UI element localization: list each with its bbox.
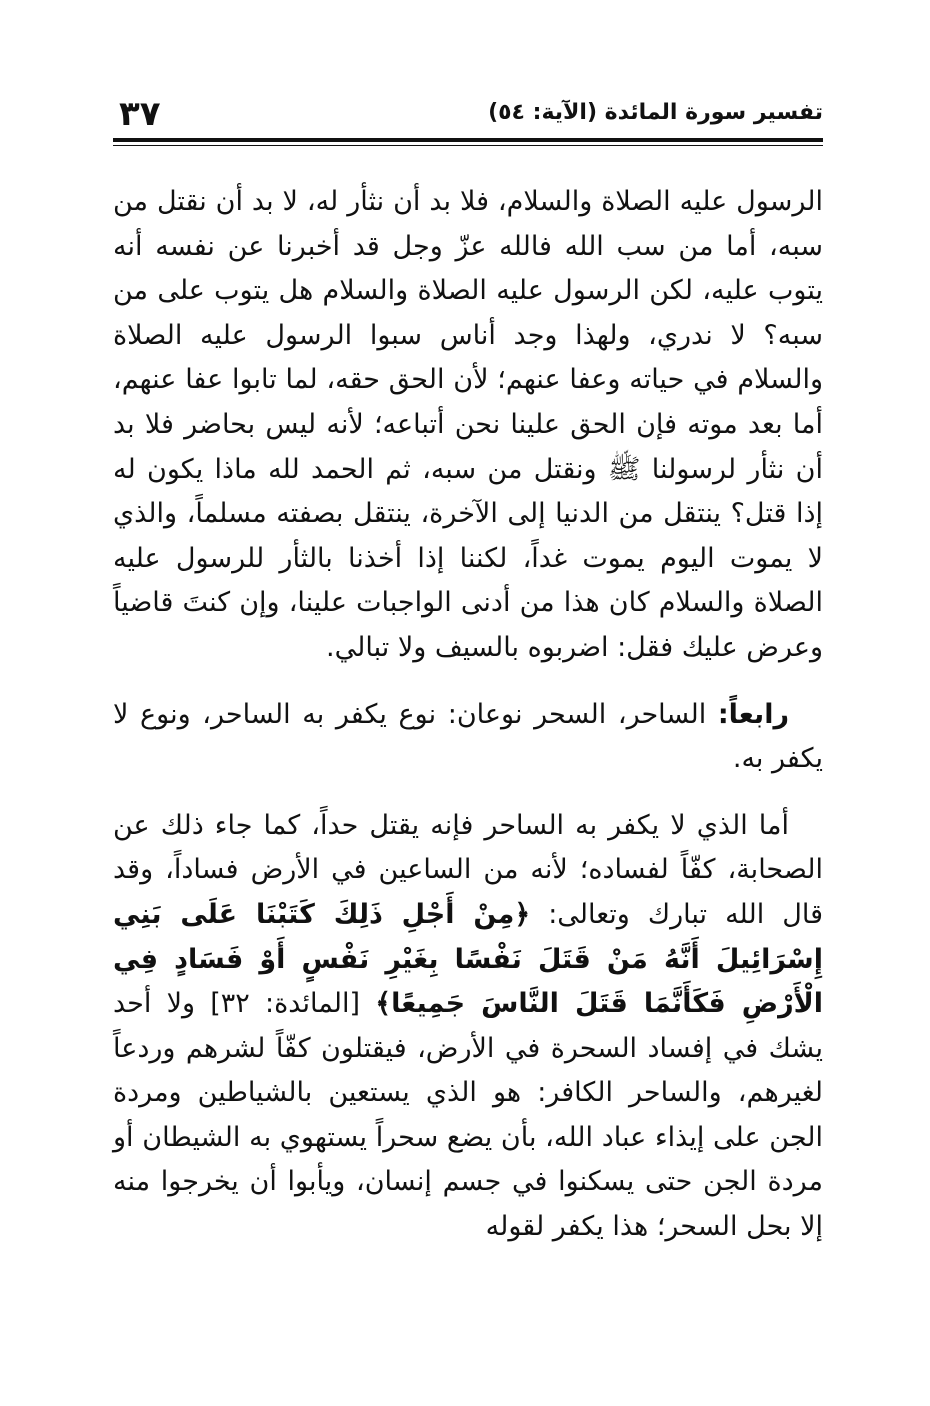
page-number: ٣٧ xyxy=(119,94,161,134)
paragraph-3-text-a: أما الذي لا يكفر به الساحر فإنه يقتل حداً، كما جاء ذلك عن الصحابة، كفّاً لفساده؛ لأنه من الساعين في الأرض فساداً، وقد قال الله تبارك وتعالى: xyxy=(113,809,823,930)
page-body xyxy=(113,180,823,1250)
paragraph-3 xyxy=(113,804,823,1250)
paragraph-2-lead: رابعاً: xyxy=(717,698,789,730)
paragraph-2 xyxy=(113,693,823,782)
quran-verse: ﴿مِنْ أَجْلِ ذَلِكَ كَتَبْنَا عَلَى بَنِي إِسْرَائِيلَ أَنَّهُ مَنْ قَتَلَ نَفْسًا بِغَيْرِ نَفْسٍ أَوْ فَسَادٍ فِي الْأَرْضِ فَكَأَنَّمَا قَتَلَ النَّاسَ جَمِيعًا﴾ xyxy=(113,898,823,1020)
paragraph-2-text: الساحر، السحر نوعان: نوع يكفر به الساحر، ونوع لا يكفر به. xyxy=(113,698,823,775)
paragraph-1: الرسول عليه الصلاة والسلام، فلا بد أن نثأر له، لا بد أن نقتل من سبه، أما من سب الله فالله عزّ وجل قد أخبرنا عن نفسه أنه يتوب عليه، لكن الرسول عليه الصلاة والسلام هل يتوب على من سبه؟ لا ندري، ولهذا وجد أناس سبوا الرسول عليه الصلاة والسلام في حياته وعفا عنهم؛ لأن الحق حقه، لما تابوا عفا عنهم، أما بعد موته فإن الحق علينا نحن أتباعه؛ لأنه ليس بحاضر فلا بد أن نثأر لرسولنا ﷺ ونقتل من سبه، ثم الحمد لله ماذا يكون له إذا قتل؟ ينتقل من الدنيا إلى الآخرة، ينتقل بصفته مسلماً، والذي لا يموت اليوم يموت غداً، لكننا إذا أخذنا بالثأر للرسول عليه الصلاة والسلام كان هذا من أدنى الواجبات علينا، وإن كنتَ قاضياً وعرض عليك فقل: اضربوه بالسيف ولا تبالي. xyxy=(113,186,823,663)
header-rule-thick xyxy=(113,138,823,142)
header-rule-thin xyxy=(113,145,823,146)
running-title: تفسير سورة المائدة (الآية: ٥٤) xyxy=(488,100,823,125)
page-header xyxy=(113,94,823,134)
paragraph-3-text-b: [المائدة: ٣٢] ولا أحد يشك في إفساد السحرة في الأرض، فيقتلون كفّاً لشرهم وردعاً لغيرهم، والساحر الكافر: هو الذي يستعين بالشياطين ومردة الجن على إيذاء عباد الله، بأن يضع سحراً يستهوي به الشيطان أو مردة الجن حتى يسكنوا في جسم إنسان، ويأبوا أن يخرجوا منه إلا بحل السحر؛ هذا يكفر لقوله xyxy=(113,988,823,1243)
